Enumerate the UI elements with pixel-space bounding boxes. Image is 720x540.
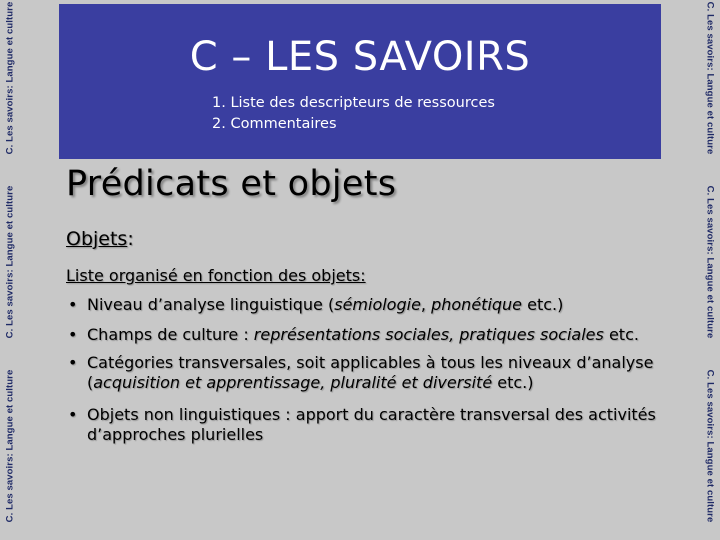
- side-label: C. Les savoirs: Langue et culture: [704, 1, 716, 155]
- right-side-labels: [700, 0, 720, 540]
- banner-list-item: 2. Commentaires: [212, 116, 337, 132]
- side-label: C. Les savoirs: Langue et culture: [704, 185, 716, 339]
- body-content: [66, 266, 670, 445]
- banner-list: [212, 93, 495, 135]
- left-side-labels: [0, 0, 20, 540]
- section-subheading: [66, 228, 134, 250]
- side-label: C. Les savoirs: Langue et culture: [4, 369, 16, 523]
- intro-text: [66, 266, 670, 286]
- list-item: • Champs de culture : représentations sociales, pratiques sociales etc.: [66, 325, 670, 345]
- banner-title: C – LES SAVOIRS: [189, 34, 531, 80]
- list-item: • Niveau d’analyse linguistique (sémiologie, phonétique etc.): [66, 295, 670, 315]
- side-label: C. Les savoirs: Langue et culture: [704, 369, 716, 523]
- subheading-label: Objets: [66, 228, 128, 250]
- bullet-list: [66, 295, 670, 445]
- intro-underlined: Liste organisé en fonction des objets:: [66, 266, 366, 285]
- slide-heading: Prédicats et objets: [66, 164, 397, 204]
- list-item: • Objets non linguistiques : apport du caractère transversal des activités d’approches plurielles: [66, 405, 670, 445]
- side-label: C. Les savoirs: Langue et culture: [4, 1, 16, 155]
- subheading-colon: :: [127, 228, 134, 250]
- banner-list-item: 1. Liste des descripteurs de ressources: [212, 95, 495, 111]
- list-item: • Catégories transversales, soit applicables à tous les niveaux d’analyse (acquisition et apprentissage, pluralité et diversité etc.): [66, 353, 670, 393]
- side-label: C. Les savoirs: Langue et culture: [4, 185, 16, 339]
- title-banner: [59, 4, 661, 159]
